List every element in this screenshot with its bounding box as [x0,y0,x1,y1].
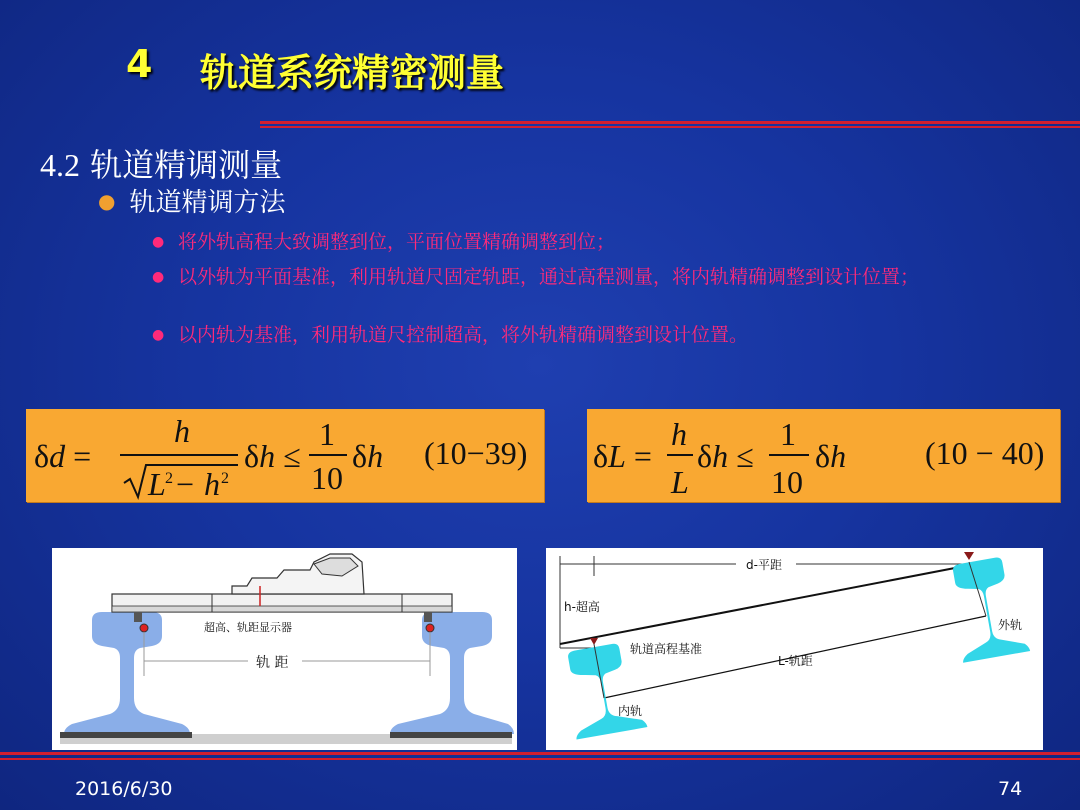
svg-text:2: 2 [165,470,173,487]
svg-text:δh ≤: δh ≤ [697,438,754,474]
outer-rail-shape [946,554,1030,662]
footer-divider-line [0,752,1080,755]
display-label: 超高、轨距显示器 [204,621,292,634]
method-bullet-3 [152,323,1032,348]
bullet-dot-icon: ● [152,269,165,285]
footer-date: 2016/6/30 [75,778,173,800]
bullet-dot-icon: ● [152,327,165,343]
superelevation-label: h-超高 [564,600,600,614]
svg-text:−: − [176,466,195,502]
section-heading [40,140,282,186]
inner-rail-label: 内轨 [618,704,643,718]
formula-box-10-40 [587,409,1060,502]
formula-box-10-39 [26,409,544,502]
method-bullet-text: 以外轨为平面基准，利用轨道尺固定轨距，通过高程测量，将内轨精确调整到设计位置； [178,266,920,288]
outer-rail-label: 外轨 [998,618,1023,632]
method-bullet-text: 以内轨为基准，利用轨道尺控制超高，将外轨精确调整到设计位置。 [178,324,749,346]
gauge-label: 轨 距 [256,655,289,671]
equation-number: (10−39) [424,435,528,471]
left-rail-shape [64,612,190,734]
page-number: 74 [998,778,1023,800]
svg-text:h: h [174,413,190,449]
method-bullet-text: 将外轨高程大致调整到位，平面位置精确调整到位； [178,231,616,253]
track-gauge-figure [52,548,517,750]
superelevation-diagram [546,548,1043,750]
svg-text:10: 10 [771,464,803,500]
svg-text:1: 1 [319,416,335,452]
title-divider-line-2 [260,126,1080,128]
horizontal-distance-label: d-平距 [746,558,782,572]
bullet-dot-icon: ● [98,189,116,213]
method-bullet-1 [152,230,1032,255]
svg-text:δh: δh [352,438,384,474]
right-rail-shape [390,612,514,734]
track-gauge-illustration [52,548,517,750]
svg-text:L: L [148,466,166,502]
svg-text:1: 1 [780,416,796,452]
footer-divider-line-2 [0,758,1080,760]
svg-text:2: 2 [221,470,229,487]
section-title: 轨道精调测量 [90,146,283,184]
svg-text:h: h [671,416,687,452]
svg-text:h: h [204,466,220,502]
svg-text:L: L [671,464,689,500]
gauge-l-label: L-轨距 [778,654,813,668]
level1-bullet [98,182,285,219]
superelevation-figure [546,548,1043,750]
section-number: 4.2 [40,147,80,183]
svg-text:10: 10 [311,460,343,496]
slide-chapter-number: 4 [126,42,153,86]
bullet-dot-icon: ● [152,234,165,250]
slide-title: 轨道系统精密测量 [200,51,505,95]
svg-text:δh ≤: δh ≤ [244,438,301,474]
elevation-base-label: 轨道高程基准 [630,642,703,656]
level1-bullet-label: 轨道精调方法 [129,188,286,218]
method-bullet-2 [152,265,1032,290]
title-divider-line [260,121,1080,124]
svg-text:δd =: δd = [34,438,92,474]
svg-text:δL =: δL = [593,438,652,474]
svg-text:δh: δh [815,438,847,474]
equation-number: (10 − 40) [925,435,1045,471]
